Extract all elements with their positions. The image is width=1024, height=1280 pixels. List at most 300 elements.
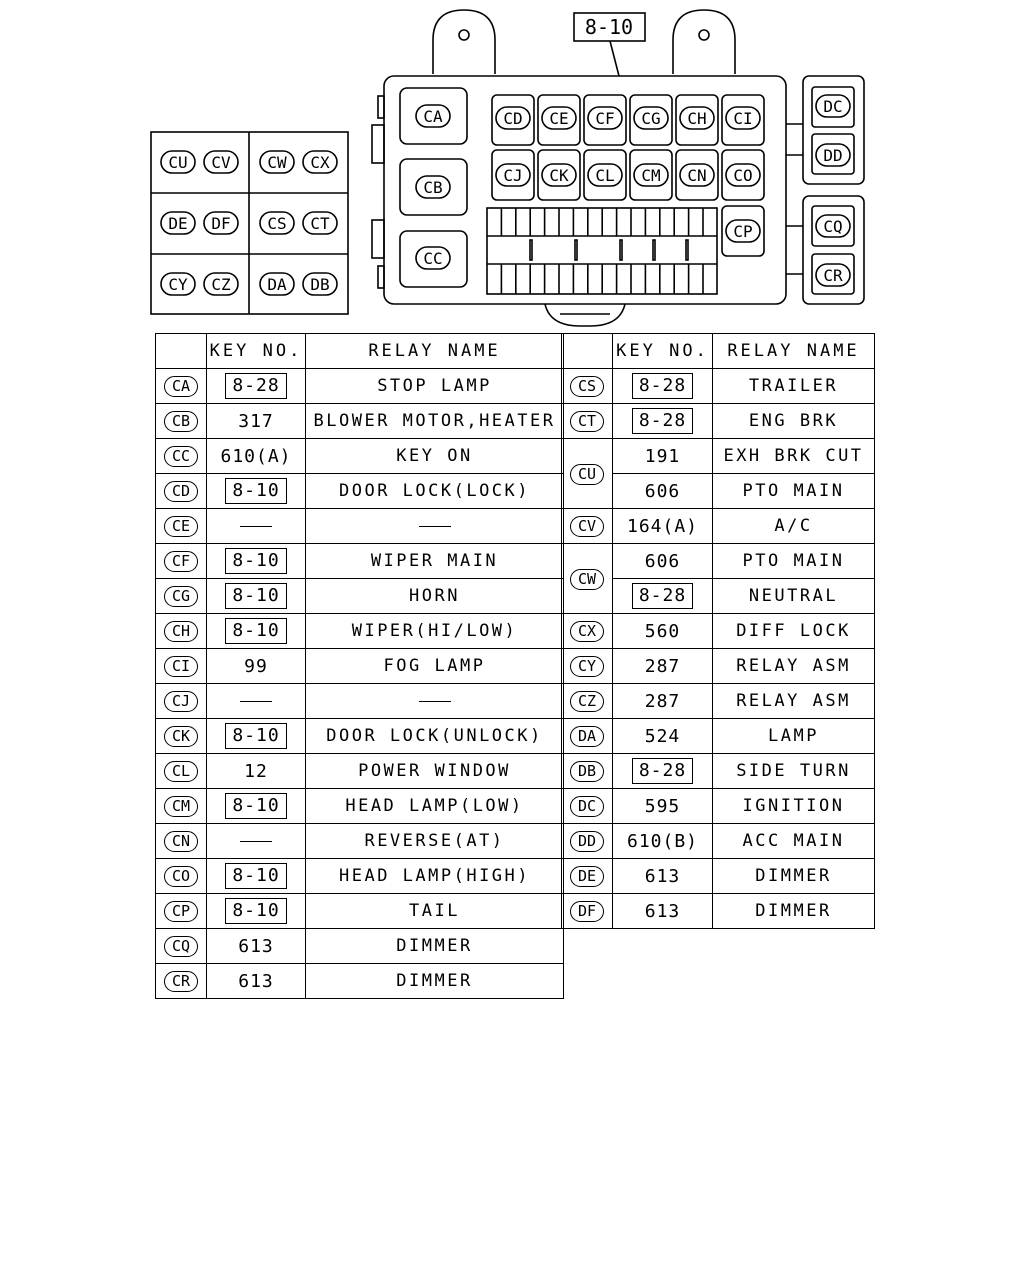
relay-code-ci <box>726 107 760 129</box>
column-header: RELAY NAME <box>306 334 564 369</box>
relay-code-df <box>204 212 238 234</box>
code-cell <box>562 859 613 894</box>
relay-code: CE <box>164 516 198 537</box>
name-cell <box>713 859 875 894</box>
code-cell <box>156 719 207 754</box>
key-cell <box>207 789 306 824</box>
relay-code-cj <box>496 164 530 186</box>
key-cell <box>207 474 306 509</box>
key-number: 8-10 <box>225 583 286 609</box>
code-cell <box>156 474 207 509</box>
table-row <box>156 684 564 719</box>
key-cell <box>613 369 713 404</box>
relay-code: CR <box>164 971 198 992</box>
name-cell <box>713 579 875 614</box>
key-number: 560 <box>644 620 681 642</box>
svg-text:DE: DE <box>168 214 188 233</box>
relay-code-cy <box>161 273 195 295</box>
key-cell <box>207 509 306 544</box>
key-number: 524 <box>644 725 681 747</box>
svg-text:CW: CW <box>267 153 287 172</box>
relay-code-cx <box>303 151 337 173</box>
name-cell <box>306 509 564 544</box>
relay-name: DOOR LOCK(UNLOCK) <box>326 726 543 746</box>
key-number: 613 <box>238 970 274 992</box>
key-number: 317 <box>238 410 274 432</box>
code-cell <box>156 369 207 404</box>
code-cell <box>156 684 207 719</box>
code-cell <box>156 544 207 579</box>
svg-text:CZ: CZ <box>211 275 231 294</box>
svg-text:CK: CK <box>549 166 569 185</box>
relay-code: CN <box>164 831 198 852</box>
relay-code: CF <box>164 551 198 572</box>
relay-code: DA <box>570 726 604 747</box>
relay-code-cr <box>816 264 850 286</box>
key-cell <box>613 614 713 649</box>
relay-code-db <box>303 273 337 295</box>
relay-code-dc <box>816 95 850 117</box>
key-number: 8-28 <box>632 373 693 399</box>
svg-text:CO: CO <box>733 166 753 185</box>
key-cell <box>613 474 713 509</box>
name-cell <box>713 824 875 859</box>
relay-name: NEUTRAL <box>748 586 839 606</box>
key-number: 8-28 <box>632 408 693 434</box>
key-cell <box>207 894 306 929</box>
key-cell <box>613 789 713 824</box>
key-number: 99 <box>244 655 268 677</box>
key-cell <box>207 544 306 579</box>
key-number: 8-10 <box>225 548 286 574</box>
table-row <box>562 649 875 684</box>
svg-text:DB: DB <box>310 275 330 294</box>
empty-dash <box>419 526 451 527</box>
svg-text:CB: CB <box>423 178 443 197</box>
table-row <box>156 579 564 614</box>
code-cell <box>562 894 613 929</box>
table-row <box>562 859 875 894</box>
code-cell <box>562 754 613 789</box>
key-cell <box>613 649 713 684</box>
name-cell <box>306 964 564 999</box>
table-row <box>156 964 564 999</box>
svg-text:CP: CP <box>733 222 753 241</box>
code-cell <box>156 824 207 859</box>
key-number: 606 <box>644 550 681 572</box>
key-cell <box>613 754 713 789</box>
key-number: 595 <box>644 795 681 817</box>
key-cell <box>207 929 306 964</box>
table-row <box>156 859 564 894</box>
key-number: 613 <box>238 935 274 957</box>
right-lower-relay-box <box>786 196 864 304</box>
key-number: 8-28 <box>632 583 693 609</box>
key-number: 8-28 <box>632 758 693 784</box>
relay-name: REVERSE(AT) <box>364 831 505 851</box>
key-number: 613 <box>644 865 681 887</box>
relay-name: HEAD LAMP(HIGH) <box>338 866 531 886</box>
key-cell <box>207 824 306 859</box>
svg-text:CI: CI <box>733 109 753 128</box>
relay-name: ENG BRK <box>748 411 839 431</box>
svg-text:CT: CT <box>310 214 330 233</box>
table-row <box>562 754 875 789</box>
svg-text:CC: CC <box>423 249 443 268</box>
key-number: 610(B) <box>626 830 699 852</box>
table-row <box>562 719 875 754</box>
relay-name: DOOR LOCK(LOCK) <box>338 481 531 501</box>
svg-text:CY: CY <box>168 275 188 294</box>
relay-name: DIFF LOCK <box>736 621 851 641</box>
code-cell <box>156 859 207 894</box>
key-cell <box>613 894 713 929</box>
right-upper-relay-box <box>786 76 864 184</box>
empty-dash <box>240 526 272 527</box>
table-row <box>156 509 564 544</box>
name-cell <box>713 719 875 754</box>
code-cell <box>562 824 613 859</box>
key-cell <box>613 544 713 579</box>
relay-code: CD <box>164 481 198 502</box>
relay-name: TAIL <box>409 901 460 921</box>
relay-code: CZ <box>570 691 604 712</box>
relay-code: CI <box>164 656 198 677</box>
relay-code: CS <box>570 376 604 397</box>
svg-text:DF: DF <box>211 214 231 233</box>
name-cell <box>306 859 564 894</box>
relay-code-ce <box>542 107 576 129</box>
key-number: 8-10 <box>225 723 286 749</box>
relay-name: A/C <box>774 516 813 536</box>
table-row <box>156 824 564 859</box>
table-row <box>562 369 875 404</box>
relay-code: CQ <box>164 936 198 957</box>
relay-code-de <box>161 212 195 234</box>
code-cell <box>156 439 207 474</box>
name-cell <box>306 544 564 579</box>
svg-text:CD: CD <box>503 109 523 128</box>
relay-name: KEY ON <box>396 446 473 466</box>
relay-code-co <box>726 164 760 186</box>
relay-code-ca <box>416 105 450 127</box>
key-cell <box>207 964 306 999</box>
relay-name: BLOWER MOTOR,HEATER <box>313 411 556 431</box>
relay-name: POWER WINDOW <box>358 761 511 781</box>
name-cell <box>713 684 875 719</box>
code-cell <box>156 894 207 929</box>
relay-code: CJ <box>164 691 198 712</box>
svg-text:DC: DC <box>823 97 843 116</box>
small-relay-slots <box>492 95 764 200</box>
code-cell <box>562 404 613 439</box>
table-row <box>562 544 875 579</box>
key-number: 610(A) <box>220 445 292 467</box>
name-cell <box>306 754 564 789</box>
svg-text:CS: CS <box>267 214 287 233</box>
key-cell <box>207 579 306 614</box>
relay-code: CA <box>164 376 198 397</box>
relay-name: DIMMER <box>755 901 832 921</box>
relay-name: DIMMER <box>396 936 473 956</box>
fuse-divider <box>653 240 655 260</box>
relay-code-ck <box>542 164 576 186</box>
table-row <box>156 649 564 684</box>
relay-code: CY <box>570 656 604 677</box>
relay-code-cg <box>634 107 668 129</box>
relay-code: CV <box>570 516 604 537</box>
key-cell <box>613 684 713 719</box>
relay-codes <box>161 95 850 295</box>
relay-name: RELAY ASM <box>736 656 851 676</box>
relay-code: CP <box>164 901 198 922</box>
relay-code-cm <box>634 164 668 186</box>
code-cell <box>562 684 613 719</box>
empty-dash <box>240 701 272 702</box>
code-cell <box>156 404 207 439</box>
code-cell <box>156 579 207 614</box>
key-cell <box>613 404 713 439</box>
name-cell <box>713 509 875 544</box>
svg-text:CJ: CJ <box>503 166 523 185</box>
relay-code-ch <box>680 107 714 129</box>
relay-code-dd <box>816 144 850 166</box>
relay-code-cz <box>204 273 238 295</box>
table-row <box>156 789 564 824</box>
relay-code: DF <box>570 901 604 922</box>
fuse-divider <box>530 240 532 260</box>
relay-code: CK <box>164 726 198 747</box>
code-cell <box>562 649 613 684</box>
table-row <box>562 404 875 439</box>
column-header: KEY NO. <box>613 334 713 369</box>
key-cell <box>207 859 306 894</box>
key-number: 287 <box>644 655 681 677</box>
table-row <box>156 474 564 509</box>
key-number: 8-10 <box>225 898 286 924</box>
relay-code-ct <box>303 212 337 234</box>
table-header <box>156 334 564 369</box>
fuse-divider <box>686 240 688 260</box>
table-row <box>156 439 564 474</box>
key-number: 8-10 <box>225 618 286 644</box>
code-cell <box>562 509 613 544</box>
column-header <box>562 334 613 369</box>
relay-name: HORN <box>409 586 460 606</box>
table-header <box>562 334 875 369</box>
relay-name: LAMP <box>768 726 819 746</box>
key-number: 164(A) <box>626 515 699 537</box>
svg-text:CE: CE <box>549 109 569 128</box>
name-cell <box>713 369 875 404</box>
relay-code: CL <box>164 761 198 782</box>
code-cell <box>562 719 613 754</box>
key-number: 8-10 <box>225 793 286 819</box>
code-cell <box>156 614 207 649</box>
main-fuse-box <box>372 10 786 326</box>
svg-text:CH: CH <box>687 109 707 128</box>
table-row <box>562 894 875 929</box>
relay-name: PTO MAIN <box>742 481 845 501</box>
key-cell <box>207 439 306 474</box>
relay-name: EXH BRK CUT <box>723 446 864 466</box>
key-number: 8-10 <box>225 478 286 504</box>
svg-text:DD: DD <box>823 146 843 165</box>
name-cell <box>306 824 564 859</box>
name-cell <box>306 579 564 614</box>
table-row <box>562 614 875 649</box>
code-cell <box>562 544 613 614</box>
table-row <box>156 719 564 754</box>
relay-table-left <box>155 333 564 999</box>
name-cell <box>306 684 564 719</box>
key-number: 191 <box>644 445 681 467</box>
relay-code-cp <box>726 220 760 242</box>
fuse-box-diagram <box>0 0 1024 330</box>
relay-code: CB <box>164 411 198 432</box>
table-row <box>562 439 875 474</box>
relay-name: DIMMER <box>396 971 473 991</box>
table-row <box>156 929 564 964</box>
code-cell <box>562 369 613 404</box>
relay-code-cw <box>260 151 294 173</box>
code-cell <box>156 649 207 684</box>
relay-code-cl <box>588 164 622 186</box>
relay-name: DIMMER <box>755 866 832 886</box>
key-cell <box>207 649 306 684</box>
relay-code: CU <box>570 464 604 485</box>
svg-text:CV: CV <box>211 153 231 172</box>
code-cell <box>562 614 613 649</box>
relay-name: PTO MAIN <box>742 551 845 571</box>
key-number: 8-28 <box>225 373 286 399</box>
key-cell <box>207 684 306 719</box>
code-cell <box>156 929 207 964</box>
fuse-ticks <box>501 208 703 294</box>
relay-code-cd <box>496 107 530 129</box>
name-cell <box>713 544 875 579</box>
svg-text:CN: CN <box>687 166 707 185</box>
relay-code: DC <box>570 796 604 817</box>
relay-code-cc <box>416 247 450 269</box>
fuse-divider <box>620 240 622 260</box>
table-row <box>156 369 564 404</box>
svg-text:CM: CM <box>641 166 661 185</box>
relay-name: IGNITION <box>742 796 845 816</box>
relay-code: CM <box>164 796 198 817</box>
relay-table-right <box>561 333 875 929</box>
name-cell <box>306 719 564 754</box>
relay-code: DB <box>570 761 604 782</box>
svg-text:CQ: CQ <box>823 217 843 236</box>
table-row <box>156 544 564 579</box>
key-cell <box>613 439 713 474</box>
key-number: 613 <box>644 900 681 922</box>
key-number: 12 <box>244 760 268 782</box>
relay-code-cb <box>416 176 450 198</box>
column-header: RELAY NAME <box>713 334 875 369</box>
table-row <box>562 789 875 824</box>
table-row <box>156 614 564 649</box>
relay-name: ACC MAIN <box>742 831 845 851</box>
relay-code-cv <box>204 151 238 173</box>
empty-dash <box>419 701 451 702</box>
relay-code-da <box>260 273 294 295</box>
name-cell <box>306 474 564 509</box>
relay-code: CW <box>570 569 604 590</box>
relay-code: CG <box>164 586 198 607</box>
svg-text:CA: CA <box>423 107 443 126</box>
name-cell <box>306 894 564 929</box>
name-cell <box>306 929 564 964</box>
relay-name: STOP LAMP <box>377 376 492 396</box>
name-cell <box>306 614 564 649</box>
relay-name: WIPER(HI/LOW) <box>351 621 518 641</box>
key-cell <box>207 404 306 439</box>
fuse-divider <box>575 240 577 260</box>
svg-text:CG: CG <box>641 109 661 128</box>
key-cell <box>207 754 306 789</box>
relay-name: HEAD LAMP(LOW) <box>345 796 524 816</box>
key-cell <box>613 719 713 754</box>
relay-code: DD <box>570 831 604 852</box>
name-cell <box>713 614 875 649</box>
key-number: 606 <box>644 480 681 502</box>
code-cell <box>156 964 207 999</box>
svg-text:DA: DA <box>267 275 287 294</box>
relay-code: CH <box>164 621 198 642</box>
relay-name: FOG LAMP <box>383 656 486 676</box>
name-cell <box>713 894 875 929</box>
relay-code-cq <box>816 215 850 237</box>
table-row <box>156 894 564 929</box>
column-header <box>156 334 207 369</box>
key-cell <box>613 824 713 859</box>
relay-code: DE <box>570 866 604 887</box>
relay-code-cn <box>680 164 714 186</box>
svg-text:CR: CR <box>823 266 843 285</box>
key-cell <box>207 614 306 649</box>
name-cell <box>306 649 564 684</box>
empty-dash <box>240 841 272 842</box>
relay-code-cf <box>588 107 622 129</box>
svg-text:CF: CF <box>595 109 615 128</box>
name-cell <box>306 369 564 404</box>
name-cell <box>713 439 875 474</box>
code-cell <box>562 439 613 509</box>
name-cell <box>713 789 875 824</box>
relay-code-cs <box>260 212 294 234</box>
relay-code-cu <box>161 151 195 173</box>
svg-text:CU: CU <box>168 153 188 172</box>
key-cell <box>613 859 713 894</box>
key-number: 8-10 <box>225 863 286 889</box>
relay-code: CC <box>164 446 198 467</box>
name-cell <box>713 474 875 509</box>
relay-code: CO <box>164 866 198 887</box>
table-row <box>562 684 875 719</box>
relay-name: SIDE TURN <box>736 761 851 781</box>
key-cell <box>613 579 713 614</box>
name-cell <box>306 789 564 824</box>
relay-code: CX <box>570 621 604 642</box>
name-cell <box>713 649 875 684</box>
callout-label: 8-10 <box>584 15 634 39</box>
svg-text:CL: CL <box>595 166 615 185</box>
name-cell <box>713 754 875 789</box>
code-cell <box>562 789 613 824</box>
key-cell <box>207 369 306 404</box>
